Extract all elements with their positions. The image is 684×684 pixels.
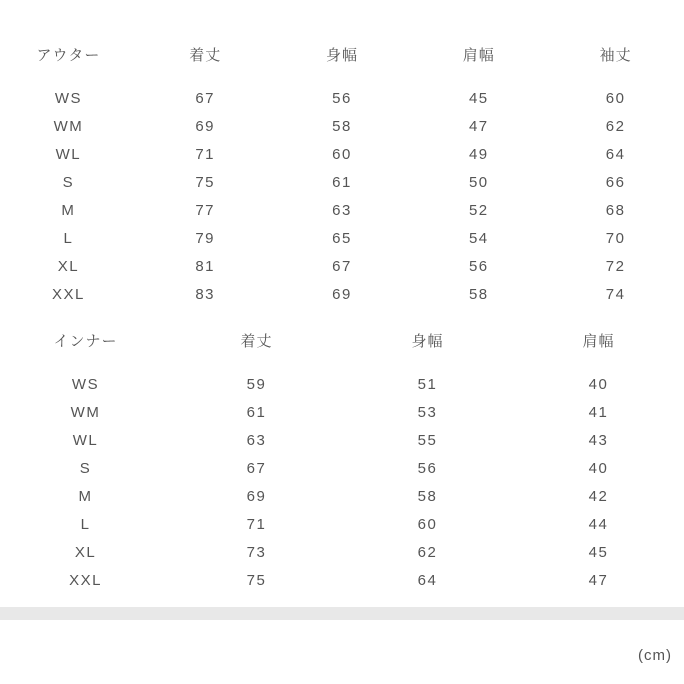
size-label: WM — [53, 117, 84, 135]
column-header-shoulder-width: 肩幅 — [582, 333, 615, 350]
measurement-value: 71 — [246, 515, 267, 533]
table-row — [0, 510, 684, 538]
measurement-value: 72 — [605, 257, 626, 275]
measurement-value: 54 — [468, 229, 489, 247]
table-row — [0, 454, 684, 482]
measurement-value: 42 — [588, 487, 609, 505]
table-row — [0, 538, 684, 566]
measurement-value: 63 — [332, 201, 352, 219]
table-row — [0, 370, 684, 398]
measurement-value: 75 — [195, 173, 216, 191]
measurement-value: 51 — [417, 375, 438, 393]
size-label: XL — [74, 543, 97, 561]
column-header-body-width: 身幅 — [411, 333, 444, 350]
measurement-value: 41 — [588, 403, 609, 421]
measurement-value: 67 — [246, 459, 267, 477]
measurement-value: 79 — [195, 229, 216, 247]
measurement-value: 61 — [332, 173, 352, 191]
table-row — [0, 566, 684, 594]
measurement-value: 69 — [332, 285, 352, 303]
size-label: WL — [55, 145, 82, 163]
size-label: XXL — [51, 285, 85, 303]
measurement-value: 45 — [468, 89, 489, 107]
size-label: M — [61, 201, 76, 219]
measurement-value: 68 — [605, 201, 626, 219]
measurement-value: 60 — [417, 515, 438, 533]
column-header-sleeve-length: 袖丈 — [599, 47, 632, 64]
measurement-value: 61 — [246, 403, 267, 421]
measurement-value: 67 — [195, 89, 216, 107]
table-row — [0, 224, 684, 252]
size-label: WL — [72, 431, 99, 449]
table-row — [0, 168, 684, 196]
measurement-value: 81 — [195, 257, 216, 275]
table-row — [0, 84, 684, 112]
size-label: S — [79, 459, 92, 477]
size-label: WS — [71, 375, 100, 393]
measurement-value: 59 — [246, 375, 267, 393]
measurement-value: 55 — [417, 431, 438, 449]
measurement-value: 77 — [195, 201, 216, 219]
outer-header-row — [0, 42, 684, 84]
column-header-body-length: 着丈 — [189, 47, 222, 64]
size-label: WS — [54, 89, 82, 107]
size-label: M — [78, 487, 93, 505]
measurement-value: 58 — [332, 117, 352, 135]
table-row — [0, 426, 684, 454]
unit-label: (cm) — [638, 647, 672, 664]
measurement-value: 63 — [246, 431, 267, 449]
measurement-value: 83 — [195, 285, 216, 303]
table-row — [0, 196, 684, 224]
measurement-value: 69 — [246, 487, 267, 505]
measurement-value: 60 — [332, 145, 352, 163]
measurement-value: 64 — [417, 571, 438, 589]
inner-size-table — [0, 328, 684, 594]
measurement-value: 49 — [468, 145, 489, 163]
table-row — [0, 140, 684, 168]
measurement-value: 74 — [605, 285, 626, 303]
measurement-value: 58 — [468, 285, 489, 303]
size-label: L — [63, 229, 74, 247]
inner-header-row — [0, 328, 684, 370]
column-header-body-length: 着丈 — [240, 333, 273, 350]
table-row — [0, 112, 684, 140]
measurement-value: 75 — [246, 571, 267, 589]
measurement-value: 70 — [605, 229, 626, 247]
measurement-value: 65 — [332, 229, 352, 247]
measurement-value: 69 — [195, 117, 216, 135]
measurement-value: 60 — [605, 89, 626, 107]
column-header-shoulder-width: 肩幅 — [462, 47, 495, 64]
size-label: L — [80, 515, 91, 533]
measurement-value: 62 — [417, 543, 438, 561]
divider-bar — [0, 607, 684, 620]
size-label: XL — [57, 257, 80, 275]
outer-size-table — [0, 42, 684, 308]
measurement-value: 40 — [588, 459, 609, 477]
table-row — [0, 398, 684, 426]
table-row — [0, 482, 684, 510]
measurement-value: 71 — [195, 145, 216, 163]
measurement-value: 67 — [332, 257, 352, 275]
measurement-value: 58 — [417, 487, 438, 505]
size-label: XXL — [69, 571, 102, 589]
inner-table-title: インナー — [53, 333, 118, 350]
measurement-value: 56 — [468, 257, 489, 275]
measurement-value: 44 — [588, 515, 609, 533]
measurement-value: 64 — [605, 145, 626, 163]
measurement-value: 62 — [605, 117, 626, 135]
size-label: WM — [70, 403, 101, 421]
table-row — [0, 280, 684, 308]
measurement-value: 40 — [588, 375, 609, 393]
table-row — [0, 252, 684, 280]
measurement-value: 47 — [468, 117, 489, 135]
size-label: S — [62, 173, 75, 191]
measurement-value: 73 — [246, 543, 267, 561]
measurement-value: 66 — [605, 173, 626, 191]
measurement-value: 45 — [588, 543, 609, 561]
measurement-value: 52 — [468, 201, 489, 219]
measurement-value: 43 — [588, 431, 609, 449]
measurement-value: 50 — [468, 173, 489, 191]
measurement-value: 56 — [417, 459, 438, 477]
column-header-body-width: 身幅 — [325, 47, 358, 64]
measurement-value: 47 — [588, 571, 609, 589]
measurement-value: 56 — [332, 89, 352, 107]
measurement-value: 53 — [417, 403, 438, 421]
outer-table-title: アウター — [36, 47, 101, 64]
